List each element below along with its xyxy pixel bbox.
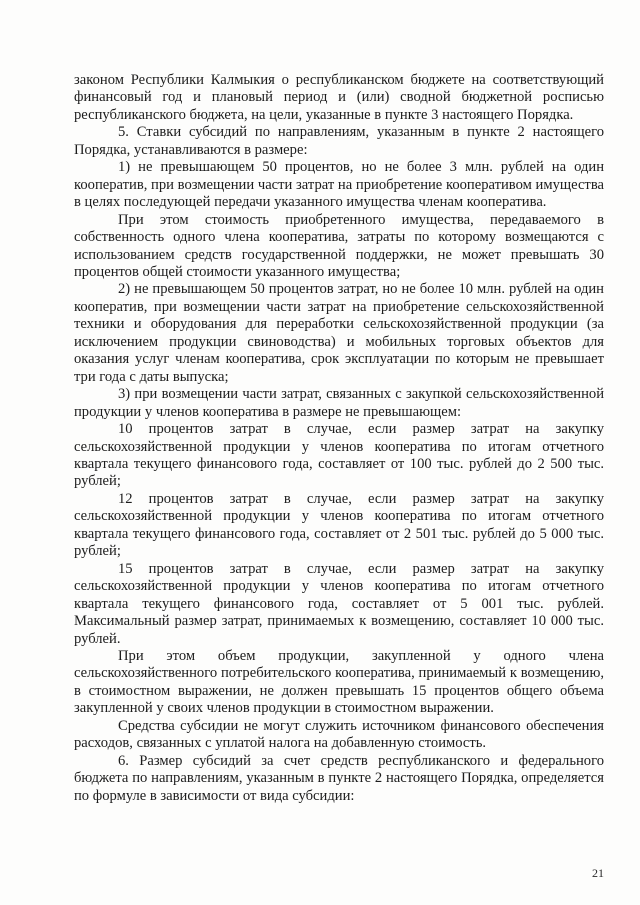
paragraph-8: 12 процентов затрат в случае, если размер затрат на закупку сельскохозяйственной продукции у членов кооператива по итогам отчетного квартала текущего финансового года, составляет от 2 501 тыс. рублей до 5 000 тыс. рублей;	[74, 490, 604, 560]
paragraph-12: 6. Размер субсидий за счет средств республиканского и федерального бюджета по направлениям, указанным в пункте 2 настоящего Порядка, определяется по формуле в зависимости от вида субсидии:	[74, 752, 604, 804]
paragraph-6: 3) при возмещении части затрат, связанных с закупкой сельскохозяйственной продукции у членов кооператива в размере не превышающем:	[74, 386, 604, 420]
paragraph-5: 2) не превышающем 50 процентов затрат, но не более 10 млн. рублей на один кооператив, при возмещении части затрат на приобретение сельскохозяйственной техники и оборудования для переработки сельскохозяйственной продукции (за исключением продукции свиноводства) и мобильных торговых объектов для оказания услуг членам кооператива, срок эксплуатации по которым не превышает три года с даты выпуска;	[74, 281, 604, 385]
page-number: 21	[592, 866, 604, 880]
paragraph-11: Средства субсидии не могут служить источником финансового обеспечения расходов, связанных с уплатой налога на добавленную стоимость.	[74, 717, 604, 752]
paragraph-9: 15 процентов затрат в случае, если размер затрат на закупку сельскохозяйственной продукции у членов кооператива по итогам отчетного квартала текущего финансового года, составляет от 5 001 тыс. рублей. Максимальный размер затрат, принимаемых к возмещению, составляет 10 000 тыс. рублей.	[74, 560, 604, 647]
paragraph-2: 5. Ставки субсидий по направлениям, указанным в пункте 2 настоящего Порядка, устанавливаются в размере:	[74, 124, 604, 158]
paragraph-7: 10 процентов затрат в случае, если размер затрат на закупку сельскохозяйственной продукции у членов кооператива по итогам отчетного квартала текущего финансового года, составляет от 100 тыс. рублей до 2 500 тыс. рублей;	[74, 421, 604, 490]
paragraph-1: законом Республики Калмыкия о республиканском бюджете на соответствующий финансовый год и плановый период и (или) сводной бюджетной росписью республиканского бюджета, на цели, указанные в пункте 3 настоящего Порядка.	[74, 72, 604, 123]
paragraph-3: 1) не превышающем 50 процентов, но не более 3 млн. рублей на один кооператив, при возмещении части затрат на приобретение кооперативом имущества в целях последующей передачи указанного имущества членам кооператива.	[74, 159, 604, 211]
paragraph-4: При этом стоимость приобретенного имущества, передаваемого в собственность одного члена кооператива, затраты по которому возмещаются с использованием средств государственной поддержки, не может превышать 30 процентов общей стоимости указанного имущества;	[74, 211, 604, 280]
document-body	[74, 72, 604, 805]
paragraph-10: При этом объем продукции, закупленной у одного члена сельскохозяйственного потребительского кооператива, принимаемый к возмещению, в стоимостном выражении, не должен превышать 15 процентов общего объема закупленной у своих членов продукции в стоимостном выражении.	[74, 647, 604, 717]
